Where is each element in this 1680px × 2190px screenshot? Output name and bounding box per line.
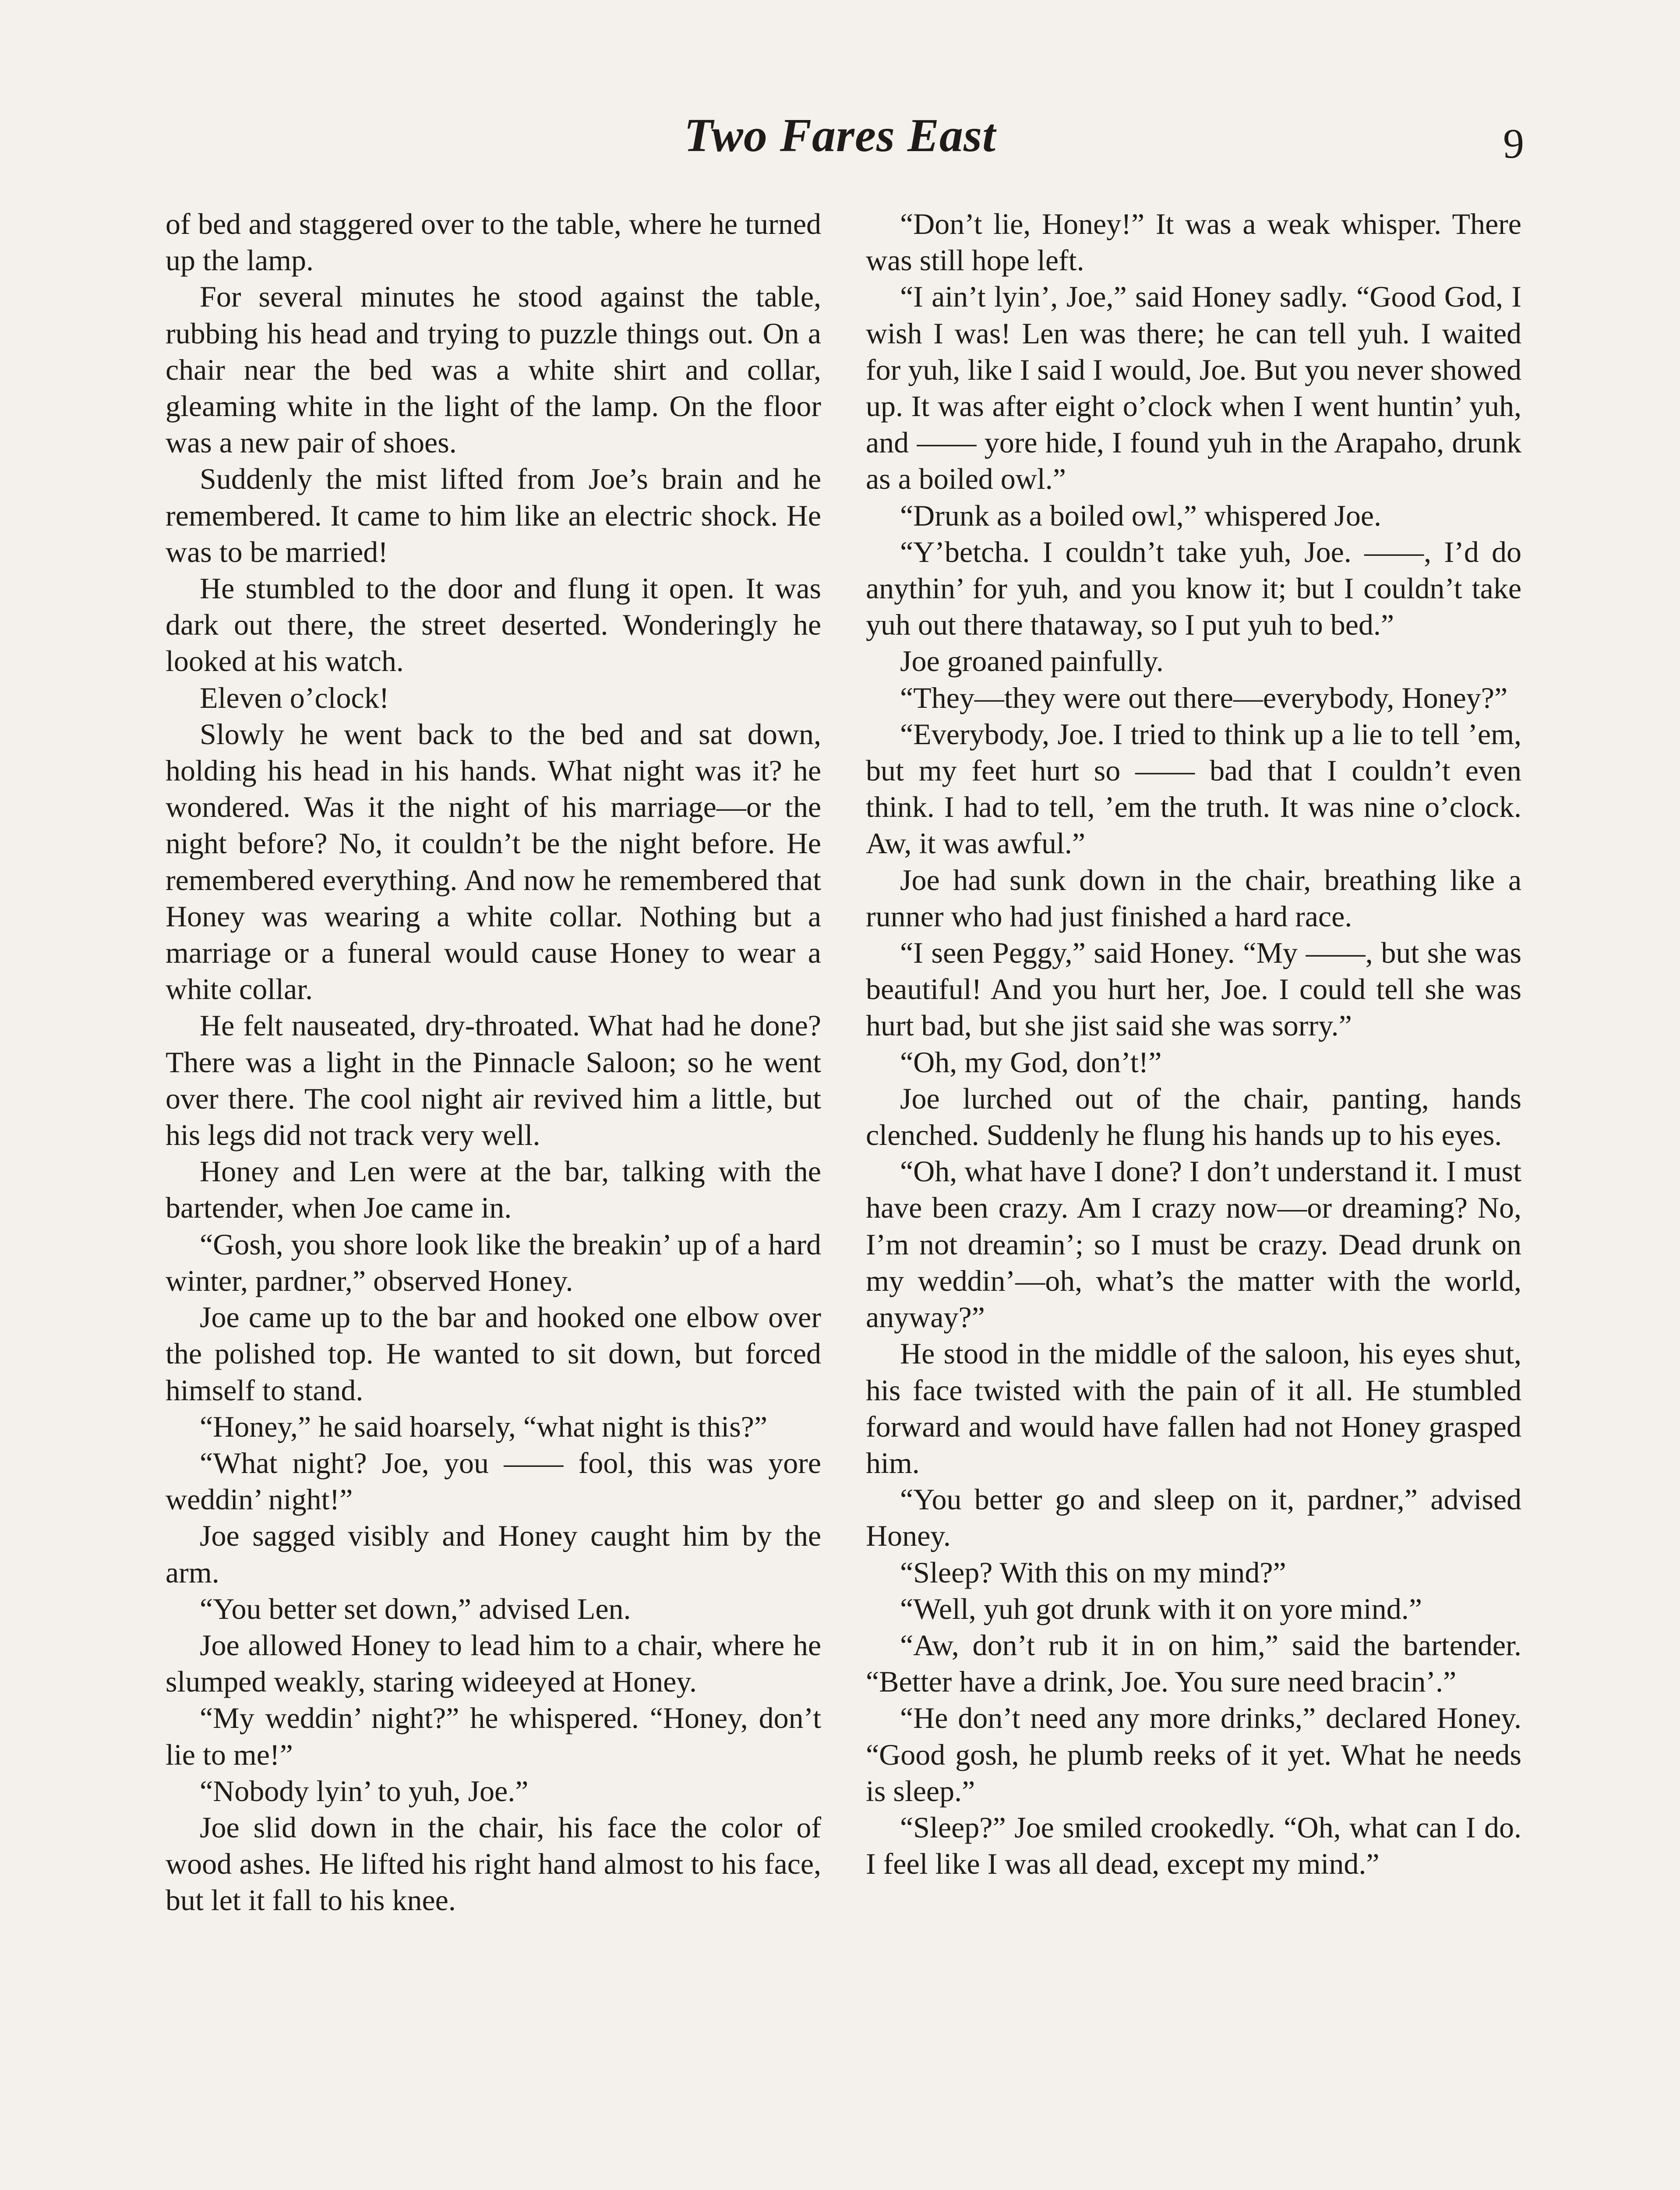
paragraph: Joe came up to the bar and hooked one elbow over the polished top. He wanted to sit down, but forced himself to stand.	[166, 1300, 821, 1407]
paragraph: Slowly he went back to the bed and sat down, holding his head in his hands. What night was it? he wondered. Was it the night of his marriage—or the night before? No, it couldn’t be the night before. He remembered everything. And now he remembered that Honey was wearing a white collar. Nothing but a marriage or a funeral would cause Honey to wear a white collar.	[166, 717, 821, 1006]
paragraph: Joe lurched out of the chair, panting, hands clenched. Suddenly he flung his hands up to his eyes.	[866, 1081, 1521, 1152]
page-number: 9	[1503, 120, 1524, 167]
paragraph: “Y’betcha. I couldn’t take yuh, Joe. ——, I’d do anythin’ for yuh, and you know it; but I couldn’t take yuh out there thataway, so I put yuh to bed.”	[866, 535, 1521, 642]
paragraph: “Aw, don’t rub it in on him,” said the bartender. “Better have a drink, Joe. You sure need bracin’.”	[866, 1628, 1521, 1699]
paragraph: Joe allowed Honey to lead him to a chair, where he slumped weakly, staring wideeyed at Honey.	[166, 1628, 821, 1699]
paragraph: of bed and staggered over to the table, where he turned up the lamp.	[166, 207, 821, 277]
paragraph: “Well, yuh got drunk with it on yore mind.”	[900, 1592, 1422, 1625]
paragraph: “Oh, my God, don’t!”	[900, 1045, 1162, 1079]
paragraph: “Oh, what have I done? I don’t understand it. I must have been crazy. Am I crazy now—or dreaming? No, I’m not dreamin’; so I must be crazy. Dead drunk on my weddin’—oh, what’s the matter with the world, anyway?”	[866, 1155, 1521, 1334]
paragraph: “My weddin’ night?” he whispered. “Honey, don’t lie to me!”	[166, 1701, 821, 1771]
running-title: Two Fares East	[684, 110, 996, 162]
paragraph: “Drunk as a boiled owl,” whispered Joe.	[900, 498, 1382, 532]
paragraph: “What night? Joe, you —— fool, this was yore weddin’ night!”	[166, 1446, 821, 1516]
paragraph: “Sleep?” Joe smiled crookedly. “Oh, what can I do. I feel like I was all dead, except my mind.”	[866, 1810, 1521, 1881]
paragraph: Suddenly the mist lifted from Joe’s brain and he remembered. It came to him like an electric shock. He was to be married!	[166, 462, 821, 569]
paragraph: “They—they were out there—everybody, Honey?”	[900, 681, 1508, 714]
paragraph: He stumbled to the door and flung it open. It was dark out there, the street deserted. Wonderingly he looked at his watch.	[166, 572, 821, 678]
paragraph: For several minutes he stood against the table, rubbing his head and trying to puzzle things out. On a chair near the bed was a white shirt and collar, gleaming white in the light of the lamp. On the floor was a new pair of shoes.	[166, 280, 821, 459]
right-column	[866, 206, 1521, 1882]
paragraph: “He don’t need any more drinks,” declared Honey. “Good gosh, he plumb reeks of it yet. What he needs is sleep.”	[866, 1701, 1521, 1808]
paragraph: “Sleep? With this on my mind?”	[900, 1555, 1286, 1589]
paragraph: “Don’t lie, Honey!” It was a weak whisper. There was still hope left.	[866, 207, 1521, 277]
paragraph: Eleven o’clock!	[200, 681, 389, 714]
paragraph: Joe had sunk down in the chair, breathing like a runner who had just finished a hard race.	[866, 863, 1521, 933]
paragraph: Joe slid down in the chair, his face the color of wood ashes. He lifted his right hand almost to his face, but let it fall to his knee.	[166, 1810, 821, 1917]
paragraph: “I seen Peggy,” said Honey. “My ——, but she was beautiful! And you hurt her, Joe. I could tell she was hurt bad, but she jist said she was sorry.”	[866, 936, 1521, 1042]
paragraph: “Everybody, Joe. I tried to think up a lie to tell ’em, but my feet hurt so —— bad that I couldn’t even think. I had to tell, ’em the truth. It was nine o’clock. Aw, it was awful.”	[866, 717, 1521, 860]
paragraph: “You better set down,” advised Len.	[200, 1592, 631, 1625]
paragraph: “Gosh, you shore look like the breakin’ up of a hard winter, pardner,” observed Honey.	[166, 1227, 821, 1297]
paragraph: Honey and Len were at the bar, talking with the bartender, when Joe came in.	[166, 1155, 821, 1225]
paragraph: “You better go and sleep on it, pardner,” advised Honey.	[866, 1483, 1521, 1553]
paragraph: He felt nauseated, dry-throated. What had he done? There was a light in the Pinnacle Saloon; so he went over there. The cool night air revived him a little, but his legs did not track very well.	[166, 1009, 821, 1152]
paragraph: Joe sagged visibly and Honey caught him by the arm.	[166, 1519, 821, 1589]
left-column	[166, 206, 821, 1919]
paragraph: “I ain’t lyin’, Joe,” said Honey sadly. “Good God, I wish I was! Len was there; he can tell yuh. I waited for yuh, like I said I would, Joe. But you never showed up. It was after eight o’clock when I went huntin’ yuh, and —— yore hide, I found yuh in the Arapaho, drunk as a boiled owl.”	[866, 280, 1521, 496]
paragraph: Joe groaned painfully.	[900, 644, 1164, 678]
paragraph: “Honey,” he said hoarsely, “what night is this?”	[200, 1409, 768, 1443]
paragraph: “Nobody lyin’ to yuh, Joe.”	[200, 1774, 529, 1808]
paragraph: He stood in the middle of the saloon, his eyes shut, his face twisted with the pain of it all. He stumbled forward and would have fallen had not Honey grasped him.	[866, 1337, 1521, 1480]
